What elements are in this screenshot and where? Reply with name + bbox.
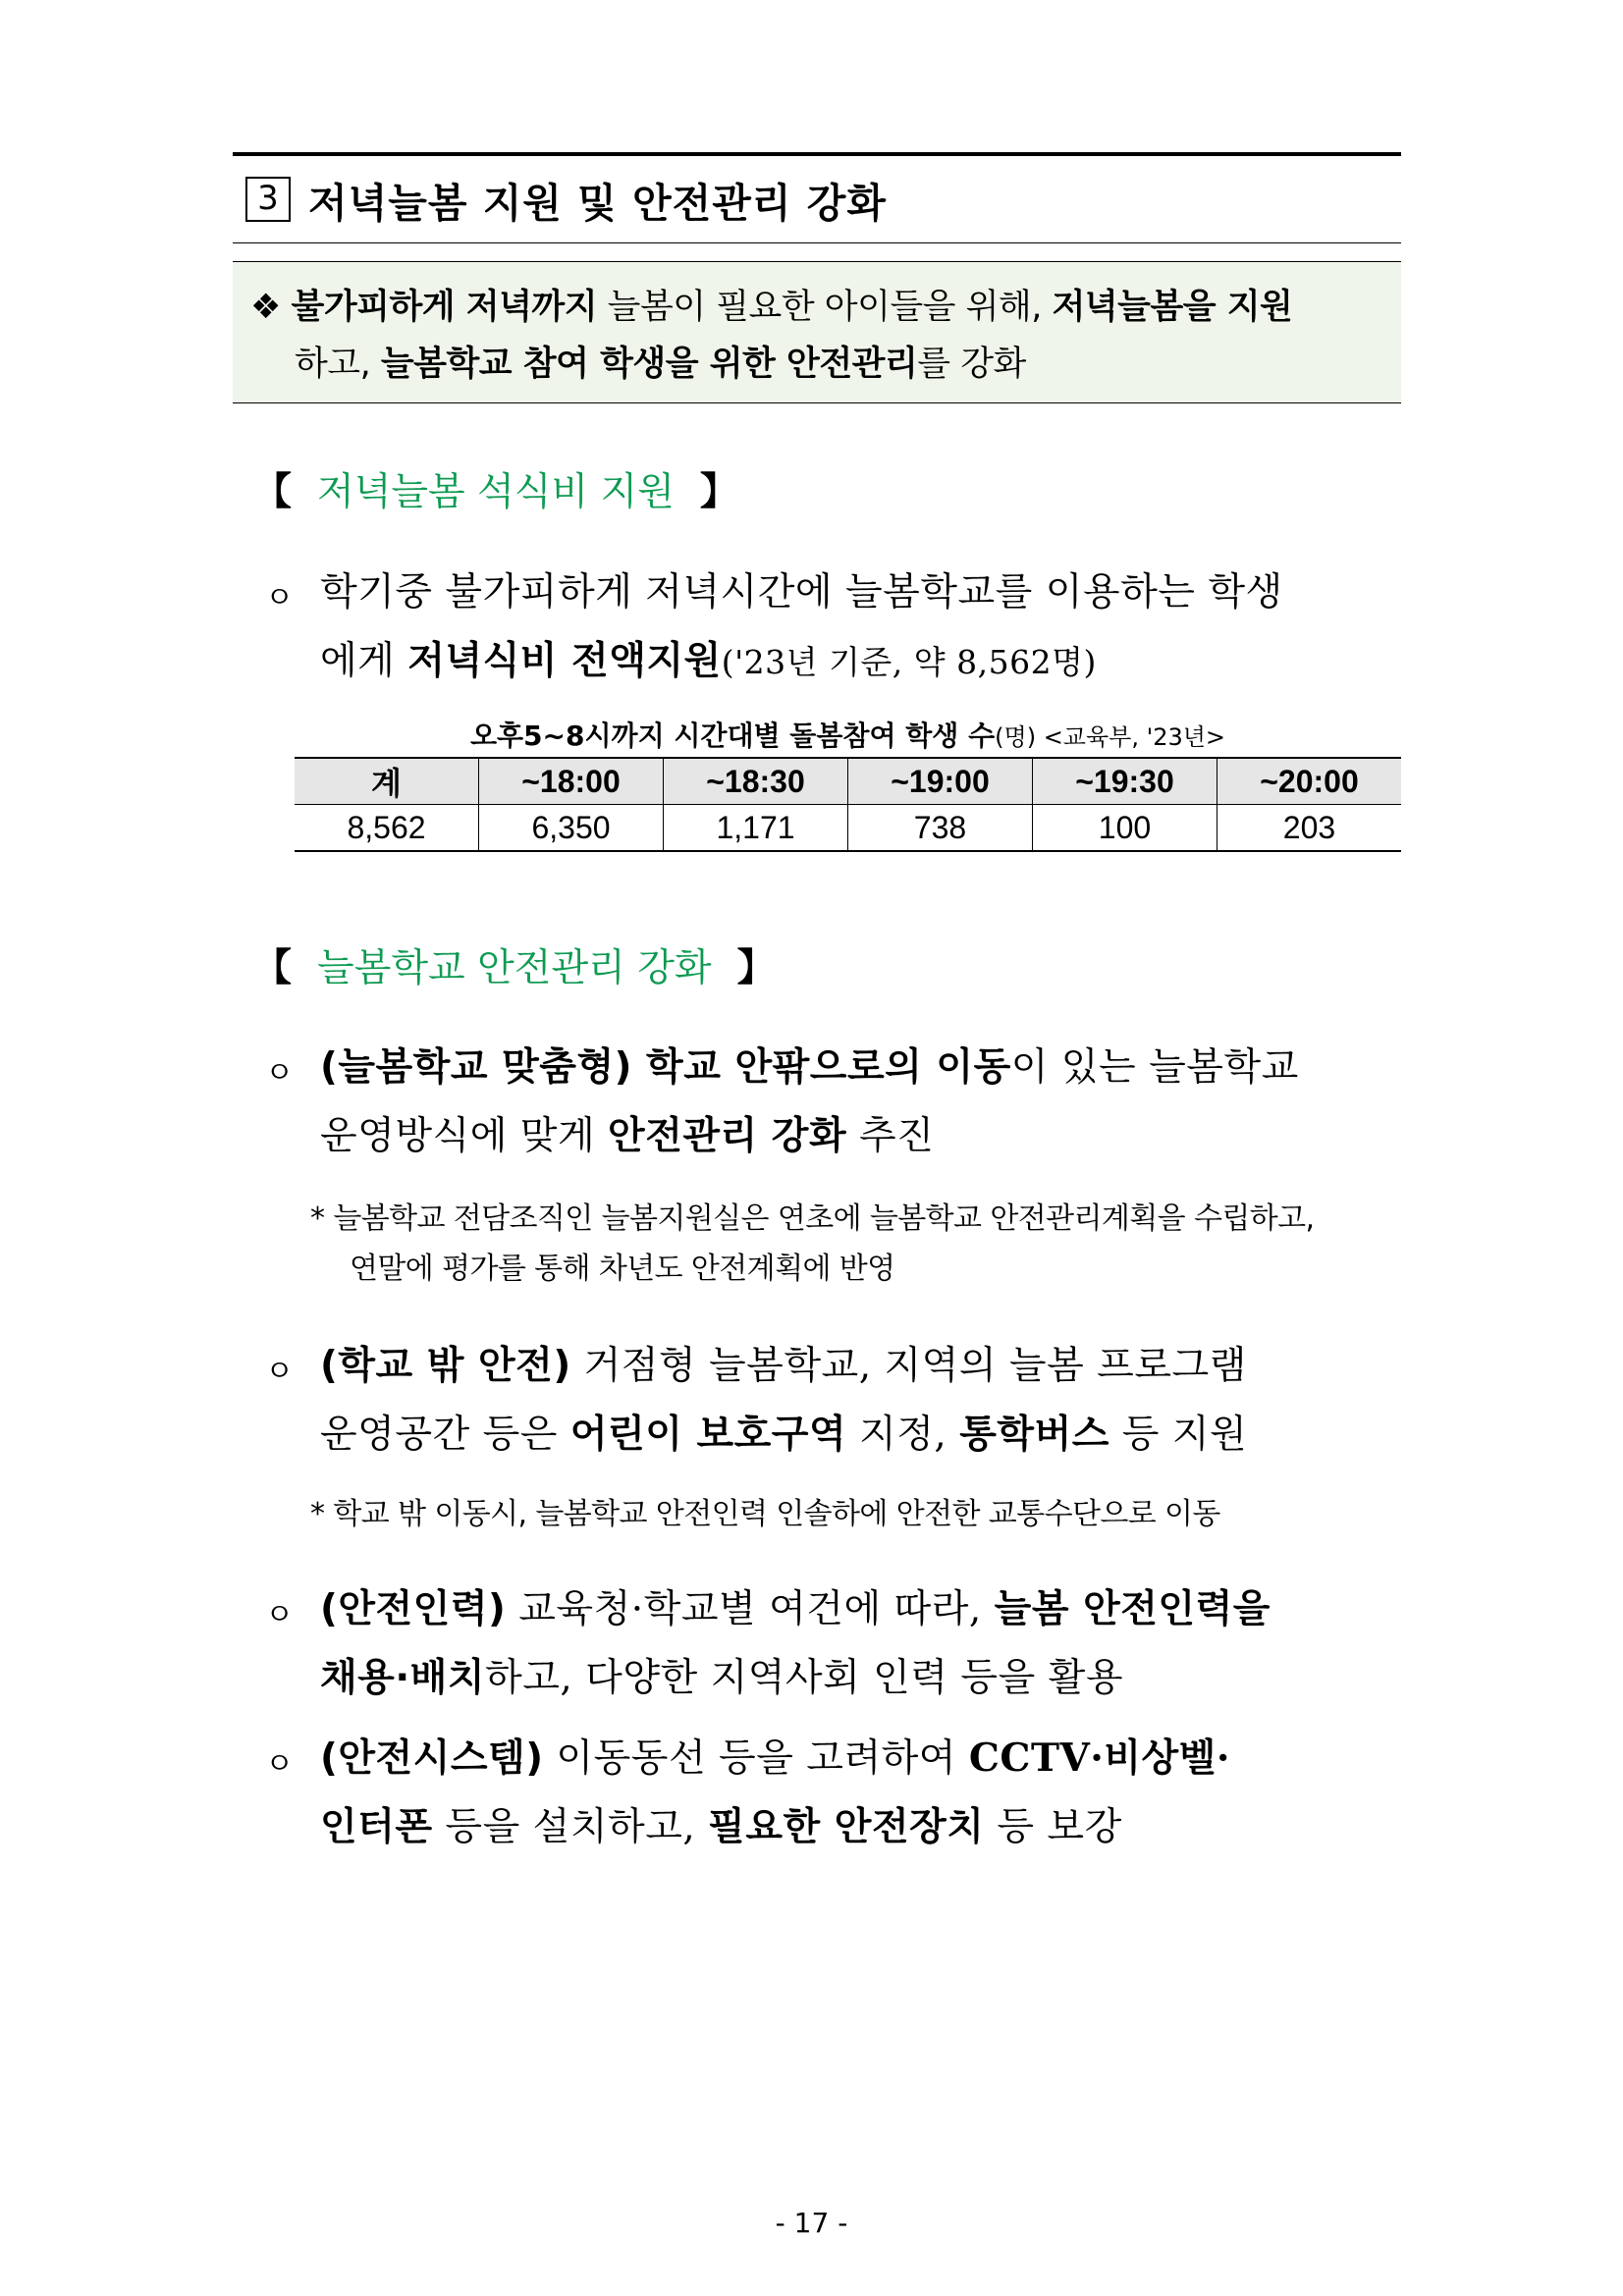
table-row — [295, 805, 1401, 852]
bullet-text: 하고, 다양한 지역사회 인력 등을 활용 — [485, 1656, 1124, 1700]
bullet-text: 에게 — [320, 639, 408, 683]
circle-bullet-icon: ㅇ — [265, 581, 294, 615]
bullet-text: 추진 — [846, 1114, 935, 1158]
bullet-line — [320, 1578, 1271, 1633]
subsection-heading-safety — [253, 937, 776, 992]
bullet-emph: 인터폰 — [320, 1805, 433, 1849]
table-cell: 738 — [848, 805, 1033, 852]
table-header-cell: ~18:30 — [664, 758, 848, 805]
footnote-line: 연말에 평가를 통해 차년도 안전계획에 반영 — [350, 1252, 895, 1286]
bullet-text: 거점형 늘봄학교, 지역의 늘봄 프로그램 — [570, 1344, 1247, 1388]
circle-bullet-icon: ㅇ — [265, 1056, 294, 1091]
subsection-heading-dinner — [253, 461, 738, 516]
summary-emph-2: 저녁늘봄을 지원 — [1052, 288, 1293, 327]
header-top-rule — [233, 152, 1401, 156]
header-bottom-rule — [233, 242, 1401, 243]
bullet-text: 등 지원 — [1109, 1413, 1248, 1457]
table-header-cell: ~20:00 — [1217, 758, 1402, 805]
table-cell: 203 — [1217, 805, 1402, 852]
data-table — [295, 757, 1401, 852]
bullet-line — [320, 630, 1097, 685]
bracket-close: 】 — [736, 946, 776, 990]
table-caption-main: 오후5~8시까지 시간대별 돌봄참여 학생 수 — [469, 720, 996, 752]
bullet-text: 교육청·학교별 여건에 따라, — [506, 1587, 995, 1631]
bullet-emph: 안전관리 강화 — [608, 1114, 847, 1158]
summary-emph-1: 불가피하게 저녁까지 — [291, 288, 598, 327]
bullet-text: 등을 설치하고, — [432, 1805, 709, 1849]
table-cell: 6,350 — [479, 805, 664, 852]
bullet-line — [320, 1335, 1247, 1390]
section-number: 3 — [245, 177, 291, 222]
table-header-cell: 계 — [295, 758, 479, 805]
bracket-open: 【 — [253, 470, 293, 514]
bullet-line — [320, 1404, 1247, 1459]
bullet-emph: 늘봄 안전인력을 — [994, 1587, 1271, 1631]
bullet-emph: 통학버스 — [959, 1413, 1109, 1457]
page-number: - 17 - — [775, 2207, 848, 2239]
table-caption — [295, 715, 1401, 754]
table-header-row — [295, 758, 1401, 805]
bullet-emph: 필요한 안전장치 — [708, 1805, 985, 1849]
summary-emph-3: 늘봄학교 참여 학생을 위한 안전관리 — [380, 345, 918, 384]
table-cell: 1,171 — [664, 805, 848, 852]
bracket-close: 】 — [699, 470, 738, 514]
bullet-text: 등 보강 — [984, 1805, 1122, 1849]
bracket-open: 【 — [253, 946, 293, 990]
subsection-title: 늘봄학교 안전관리 강화 — [317, 946, 712, 990]
bullet-emph: (안전인력) — [320, 1587, 507, 1631]
summary-line-1 — [250, 280, 1292, 329]
bullet-line — [320, 1647, 1123, 1702]
summary-text-1: 늘봄이 필요한 아이들을 위해, — [597, 288, 1053, 327]
bullet-text: 이 있는 늘봄학교 — [1010, 1045, 1299, 1090]
bullet-emph: 저녁식비 전액지원 — [407, 639, 722, 683]
bullet-text: ('23년 기준, 약 8,562명) — [721, 643, 1097, 681]
circle-bullet-icon: ㅇ — [265, 1747, 294, 1782]
bullet-emph: CCTV·비상벨· — [968, 1735, 1230, 1781]
circle-bullet-icon: ㅇ — [265, 1355, 294, 1389]
bullet-emph: 어린이 보호구역 — [569, 1413, 847, 1457]
bullet-text: 이동동선 등을 고려하여 — [543, 1736, 969, 1781]
bullet-line — [320, 1037, 1299, 1092]
bullet-line: 학기중 불가피하게 저녁시간에 늘봄학교를 이용하는 학생 — [320, 570, 1283, 614]
table-header-cell: ~19:30 — [1033, 758, 1217, 805]
bullet-text: 지정, — [846, 1413, 960, 1457]
bullet-emph: (안전시스템) — [320, 1736, 544, 1781]
table-header-cell: ~19:00 — [848, 758, 1033, 805]
circle-bullet-icon: ㅇ — [265, 1598, 294, 1632]
summary-text-2: 하고, — [295, 345, 381, 384]
table-header-cell: ~18:00 — [479, 758, 664, 805]
bullet-line — [320, 1728, 1230, 1783]
footnote-line: * 학교 밖 이동시, 늘봄학교 안전인력 인솔하에 안전한 교통수단으로 이동 — [310, 1497, 1220, 1531]
bullet-line — [320, 1796, 1122, 1851]
footnote-line: * 늘봄학교 전담조직인 늘봄지원실은 연초에 늘봄학교 안전관리계획을 수립하고, — [310, 1201, 1315, 1236]
summary-text-3: 를 강화 — [917, 345, 1026, 384]
summary-line-2 — [295, 337, 1026, 386]
diamond-bullet-icon: ❖ — [250, 288, 281, 327]
section-header — [245, 165, 887, 234]
summary-box — [233, 261, 1401, 403]
bullet-text: 운영공간 등은 — [320, 1413, 570, 1457]
bullet-text: 운영방식에 맞게 — [320, 1114, 609, 1158]
section-title: 저녁늘봄 지원 및 안전관리 강화 — [308, 179, 887, 227]
bullet-emph: 채용·배치 — [320, 1656, 486, 1700]
bullet-emph: (학교 밖 안전) — [320, 1344, 571, 1388]
bullet-line — [320, 1105, 934, 1160]
subsection-title: 저녁늘봄 석식비 지원 — [317, 470, 675, 514]
table-cell: 8,562 — [295, 805, 479, 852]
table-cell: 100 — [1033, 805, 1217, 852]
table-caption-source: (명) <교육부, '23년> — [995, 723, 1226, 751]
bullet-emph: (늘봄학교 맞춤형) 학교 안팎으로의 이동 — [320, 1045, 1011, 1090]
